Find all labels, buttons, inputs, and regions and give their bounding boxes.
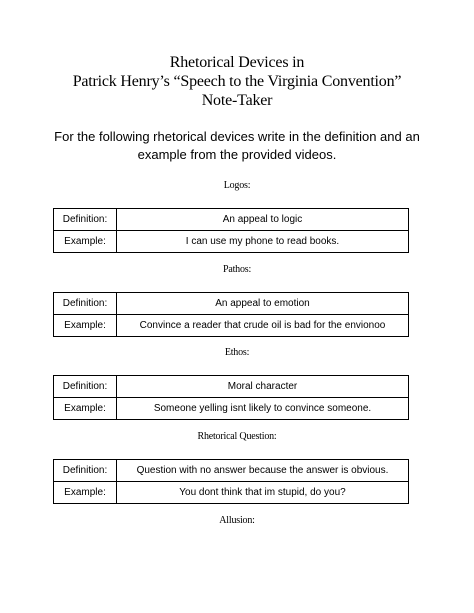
table-row <box>54 209 409 231</box>
table-row <box>54 231 409 253</box>
pathos-table <box>53 292 409 337</box>
example-value: You dont think that im stupid, do you? <box>117 482 409 504</box>
example-value: I can use my phone to read books. <box>117 231 409 253</box>
title-line-2: Patrick Henry’s “Speech to the Virginia Convention” <box>72 73 402 90</box>
definition-value: Moral character <box>117 376 409 398</box>
definition-value: Question with no answer because the answer is obvious. <box>117 460 409 482</box>
definition-label: Definition: <box>54 209 117 231</box>
definition-value: An appeal to emotion <box>117 293 409 315</box>
definition-label: Definition: <box>54 460 117 482</box>
table-row <box>54 460 409 482</box>
table-row <box>54 293 409 315</box>
section-heading-allusion: Allusion: <box>219 515 255 526</box>
section-heading-pathos: Pathos: <box>222 264 252 275</box>
definition-label: Definition: <box>54 293 117 315</box>
table-row <box>54 376 409 398</box>
section-heading-ethos: Ethos: <box>224 347 250 358</box>
title-line-1: Rhetorical Devices in <box>169 54 305 71</box>
example-label: Example: <box>54 482 117 504</box>
document-title <box>0 53 474 110</box>
table-row <box>54 482 409 504</box>
table-row <box>54 398 409 420</box>
definition-value: An appeal to logic <box>117 209 409 231</box>
logos-table <box>53 208 409 253</box>
example-label: Example: <box>54 398 117 420</box>
section-heading-logos: Logos: <box>223 180 251 191</box>
instructions-text: For the following rhetorical devices write in the definition and an example from the provided videos. <box>54 129 420 162</box>
example-label: Example: <box>54 231 117 253</box>
title-line-3: Note-Taker <box>201 92 273 109</box>
definition-label: Definition: <box>54 376 117 398</box>
example-value: Someone yelling isnt likely to convince someone. <box>117 398 409 420</box>
example-label: Example: <box>54 315 117 337</box>
ethos-table <box>53 375 409 420</box>
example-value: Convince a reader that crude oil is bad for the envionoo <box>117 315 409 337</box>
rhetorical-question-table <box>53 459 409 504</box>
table-row <box>54 315 409 337</box>
section-heading-rhetorical-question: Rhetorical Question: <box>197 431 277 442</box>
